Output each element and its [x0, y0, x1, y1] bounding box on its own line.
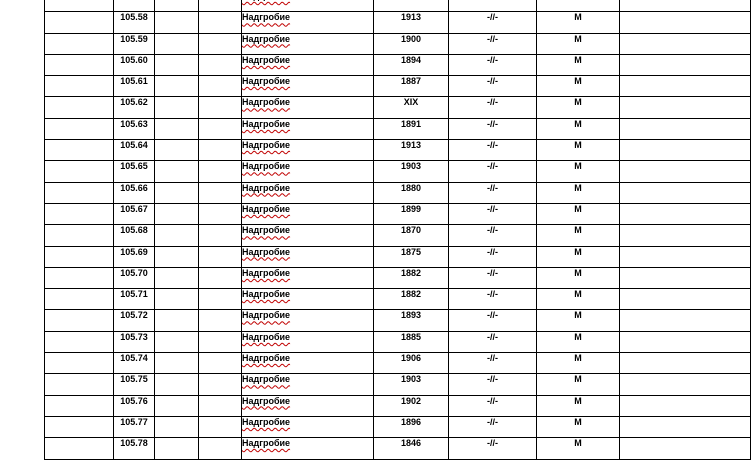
status-cell: М: [537, 161, 620, 182]
item-number: 105.76: [114, 395, 155, 416]
ditto-mark: -//-: [449, 182, 537, 203]
blank-cell: [620, 438, 751, 459]
blank-cell: [155, 76, 199, 97]
table-row: [45, 203, 751, 224]
blank-cell: [620, 76, 751, 97]
blank-cell: [199, 438, 242, 459]
ditto-mark: -//-: [449, 438, 537, 459]
object-name: Надгробие: [242, 203, 291, 214]
blank-cell: [199, 140, 242, 161]
status-cell: М: [537, 416, 620, 437]
blank-cell: [45, 76, 114, 97]
item-number: 105.59: [114, 33, 155, 54]
blank-cell: [155, 353, 199, 374]
blank-cell: [620, 331, 751, 352]
status-cell: М: [537, 12, 620, 33]
blank-cell: [45, 140, 114, 161]
blank-cell: [45, 33, 114, 54]
year-cell: 1870: [374, 225, 449, 246]
blank-cell: [199, 331, 242, 352]
year-cell: 1906: [374, 353, 449, 374]
status-cell: М: [537, 225, 620, 246]
year-cell: 1893: [374, 310, 449, 331]
year-cell: 1913: [374, 140, 449, 161]
item-number: 105.77: [114, 416, 155, 437]
object-name: Надгробие: [242, 310, 291, 321]
object-name-cell: [242, 0, 374, 12]
object-name-cell: [242, 395, 374, 416]
blank-cell: [45, 118, 114, 139]
table-row: [45, 140, 751, 161]
blank-cell: [155, 267, 199, 288]
status-cell: М: [537, 203, 620, 224]
object-name: Надгробие: [242, 438, 291, 449]
blank-cell: [620, 203, 751, 224]
ditto-mark: -//-: [449, 54, 537, 75]
object-name-cell: [242, 310, 374, 331]
table-row: [45, 395, 751, 416]
blank-cell: [155, 33, 199, 54]
item-number: 105.63: [114, 118, 155, 139]
status-cell: М: [537, 54, 620, 75]
blank-cell: [45, 161, 114, 182]
status-cell: М: [537, 267, 620, 288]
object-name: Надгробие: [242, 54, 291, 65]
year-cell: XIX: [374, 97, 449, 118]
status-cell: М: [537, 246, 620, 267]
status-cell: М: [537, 289, 620, 310]
object-name-cell: [242, 12, 374, 33]
blank-cell: [45, 289, 114, 310]
object-name: Надгробие: [242, 161, 291, 172]
table-row: [45, 374, 751, 395]
object-name-cell: [242, 331, 374, 352]
ditto-mark: -//-: [449, 140, 537, 161]
ditto-mark: -//-: [449, 395, 537, 416]
item-number: 105.70: [114, 267, 155, 288]
table-row: [45, 33, 751, 54]
table-row: [45, 310, 751, 331]
blank-cell: [199, 76, 242, 97]
object-name: Надгробие: [242, 76, 291, 87]
blank-cell: [199, 225, 242, 246]
object-name-cell: [242, 76, 374, 97]
object-name-cell: [242, 203, 374, 224]
blank-cell: [620, 246, 751, 267]
object-name: Надгробие: [242, 246, 291, 257]
blank-cell: [45, 374, 114, 395]
status-cell: [537, 0, 620, 12]
item-number: 105.67: [114, 203, 155, 224]
blank-cell: [620, 33, 751, 54]
table-row: [45, 331, 751, 352]
status-cell: М: [537, 310, 620, 331]
blank-cell: [620, 374, 751, 395]
table-row: [45, 416, 751, 437]
table-row: [45, 54, 751, 75]
item-number: 105.78: [114, 438, 155, 459]
blank-cell: [45, 12, 114, 33]
year-cell: 1891: [374, 118, 449, 139]
blank-cell: [199, 161, 242, 182]
year-cell: 1885: [374, 331, 449, 352]
object-name-cell: [242, 97, 374, 118]
object-name-cell: [242, 353, 374, 374]
blank-cell: [199, 0, 242, 12]
blank-cell: [155, 289, 199, 310]
item-number: 105.68: [114, 225, 155, 246]
blank-cell: [155, 374, 199, 395]
ditto-mark: -//-: [449, 203, 537, 224]
year-cell: 1846: [374, 438, 449, 459]
blank-cell: [199, 12, 242, 33]
blank-cell: [199, 353, 242, 374]
blank-cell: [155, 161, 199, 182]
year-cell: 1880: [374, 182, 449, 203]
ditto-mark: [449, 0, 537, 12]
ditto-mark: -//-: [449, 97, 537, 118]
blank-cell: [45, 54, 114, 75]
blank-cell: [620, 225, 751, 246]
status-cell: М: [537, 438, 620, 459]
blank-cell: [620, 353, 751, 374]
year-cell: [374, 0, 449, 12]
year-cell: 1900: [374, 33, 449, 54]
ditto-mark: -//-: [449, 416, 537, 437]
blank-cell: [199, 395, 242, 416]
blank-cell: [45, 203, 114, 224]
blank-cell: [155, 97, 199, 118]
item-number: 105.64: [114, 140, 155, 161]
blank-cell: [620, 0, 751, 12]
ditto-mark: -//-: [449, 76, 537, 97]
item-number: 105.61: [114, 76, 155, 97]
object-name: Надгробие: [242, 416, 291, 427]
blank-cell: [199, 182, 242, 203]
ditto-mark: -//-: [449, 12, 537, 33]
blank-cell: [155, 140, 199, 161]
year-cell: 1887: [374, 76, 449, 97]
blank-cell: [620, 140, 751, 161]
object-name: Надгробие: [242, 267, 291, 278]
table-row: [45, 289, 751, 310]
year-cell: 1899: [374, 203, 449, 224]
object-name: Надгробие: [242, 374, 291, 385]
table-row: [45, 0, 751, 12]
blank-cell: [45, 182, 114, 203]
blank-cell: [45, 353, 114, 374]
blank-cell: [45, 97, 114, 118]
table-row: [45, 353, 751, 374]
object-name-cell: [242, 416, 374, 437]
ditto-mark: -//-: [449, 267, 537, 288]
item-number: 105.58: [114, 12, 155, 33]
item-number: [114, 0, 155, 12]
blank-cell: [199, 289, 242, 310]
item-number: 105.74: [114, 353, 155, 374]
blank-cell: [45, 416, 114, 437]
blank-cell: [45, 246, 114, 267]
blank-cell: [45, 438, 114, 459]
object-name: Надгробие: [242, 353, 291, 364]
table-row: [45, 76, 751, 97]
blank-cell: [45, 225, 114, 246]
table-row: [45, 267, 751, 288]
blank-cell: [620, 395, 751, 416]
blank-cell: [155, 331, 199, 352]
blank-cell: [155, 203, 199, 224]
blank-cell: [199, 374, 242, 395]
blank-cell: [199, 246, 242, 267]
year-cell: 1896: [374, 416, 449, 437]
year-cell: 1882: [374, 289, 449, 310]
item-number: 105.75: [114, 374, 155, 395]
blank-cell: [155, 54, 199, 75]
object-name-cell: [242, 289, 374, 310]
object-name-cell: [242, 267, 374, 288]
status-cell: М: [537, 76, 620, 97]
status-cell: М: [537, 331, 620, 352]
item-number: 105.73: [114, 331, 155, 352]
blank-cell: [155, 225, 199, 246]
object-name: Надгробие: [242, 33, 291, 44]
object-name-cell: [242, 161, 374, 182]
table-row: [45, 182, 751, 203]
object-name-cell: [242, 225, 374, 246]
table-row: [45, 118, 751, 139]
blank-cell: [620, 54, 751, 75]
table-row: [45, 225, 751, 246]
blank-cell: [155, 438, 199, 459]
blank-cell: [199, 203, 242, 224]
status-cell: М: [537, 374, 620, 395]
ditto-mark: -//-: [449, 161, 537, 182]
table-row: [45, 246, 751, 267]
table-body: [45, 0, 751, 459]
blank-cell: [620, 161, 751, 182]
object-name: Надгробие: [242, 118, 291, 129]
status-cell: М: [537, 140, 620, 161]
blank-cell: [620, 97, 751, 118]
ditto-mark: -//-: [449, 225, 537, 246]
object-name-cell: [242, 140, 374, 161]
object-name-cell: [242, 33, 374, 54]
table-row: [45, 12, 751, 33]
blank-cell: [199, 54, 242, 75]
blank-cell: [155, 12, 199, 33]
object-name: Надгробие: [242, 225, 291, 236]
status-cell: М: [537, 353, 620, 374]
blank-cell: [155, 0, 199, 12]
blank-cell: [155, 118, 199, 139]
blank-cell: [620, 182, 751, 203]
object-name-cell: [242, 118, 374, 139]
year-cell: 1875: [374, 246, 449, 267]
blank-cell: [155, 246, 199, 267]
table-row: [45, 438, 751, 459]
item-number: 105.62: [114, 97, 155, 118]
status-cell: М: [537, 97, 620, 118]
ditto-mark: -//-: [449, 353, 537, 374]
object-name-cell: [242, 246, 374, 267]
blank-cell: [199, 97, 242, 118]
blank-cell: [620, 416, 751, 437]
blank-cell: [155, 310, 199, 331]
blank-cell: [620, 267, 751, 288]
table-row: [45, 97, 751, 118]
blank-cell: [45, 0, 114, 12]
object-name: Надгробие: [242, 182, 291, 193]
blank-cell: [199, 118, 242, 139]
blank-cell: [45, 395, 114, 416]
ditto-mark: -//-: [449, 33, 537, 54]
object-name: Надгробие: [242, 140, 291, 151]
ditto-mark: -//-: [449, 310, 537, 331]
blank-cell: [199, 33, 242, 54]
blank-cell: [199, 310, 242, 331]
object-name-cell: [242, 438, 374, 459]
status-cell: М: [537, 395, 620, 416]
monuments-table: [44, 0, 751, 460]
blank-cell: [155, 416, 199, 437]
object-name: Надгробие: [242, 289, 291, 300]
year-cell: 1882: [374, 267, 449, 288]
item-number: 105.60: [114, 54, 155, 75]
object-name: [242, 0, 290, 1]
status-cell: М: [537, 182, 620, 203]
ditto-mark: -//-: [449, 289, 537, 310]
status-cell: М: [537, 33, 620, 54]
table-row: [45, 161, 751, 182]
blank-cell: [620, 310, 751, 331]
blank-cell: [620, 289, 751, 310]
blank-cell: [155, 395, 199, 416]
blank-cell: [45, 310, 114, 331]
blank-cell: [199, 416, 242, 437]
item-number: 105.69: [114, 246, 155, 267]
item-number: 105.66: [114, 182, 155, 203]
blank-cell: [45, 267, 114, 288]
object-name-cell: [242, 374, 374, 395]
blank-cell: [199, 267, 242, 288]
year-cell: 1903: [374, 374, 449, 395]
year-cell: 1913: [374, 12, 449, 33]
object-name: Надгробие: [242, 97, 291, 108]
year-cell: 1903: [374, 161, 449, 182]
blank-cell: [620, 12, 751, 33]
status-cell: М: [537, 118, 620, 139]
ditto-mark: -//-: [449, 374, 537, 395]
item-number: 105.71: [114, 289, 155, 310]
blank-cell: [620, 118, 751, 139]
ditto-mark: -//-: [449, 118, 537, 139]
object-name: Надгробие: [242, 12, 291, 23]
item-number: 105.65: [114, 161, 155, 182]
blank-cell: [45, 331, 114, 352]
object-name: Надгробие: [242, 395, 291, 406]
blank-cell: [155, 182, 199, 203]
item-number: 105.72: [114, 310, 155, 331]
ditto-mark: -//-: [449, 246, 537, 267]
object-name-cell: [242, 182, 374, 203]
year-cell: 1894: [374, 54, 449, 75]
object-name: Надгробие: [242, 331, 291, 342]
object-name-cell: [242, 54, 374, 75]
ditto-mark: -//-: [449, 331, 537, 352]
year-cell: 1902: [374, 395, 449, 416]
